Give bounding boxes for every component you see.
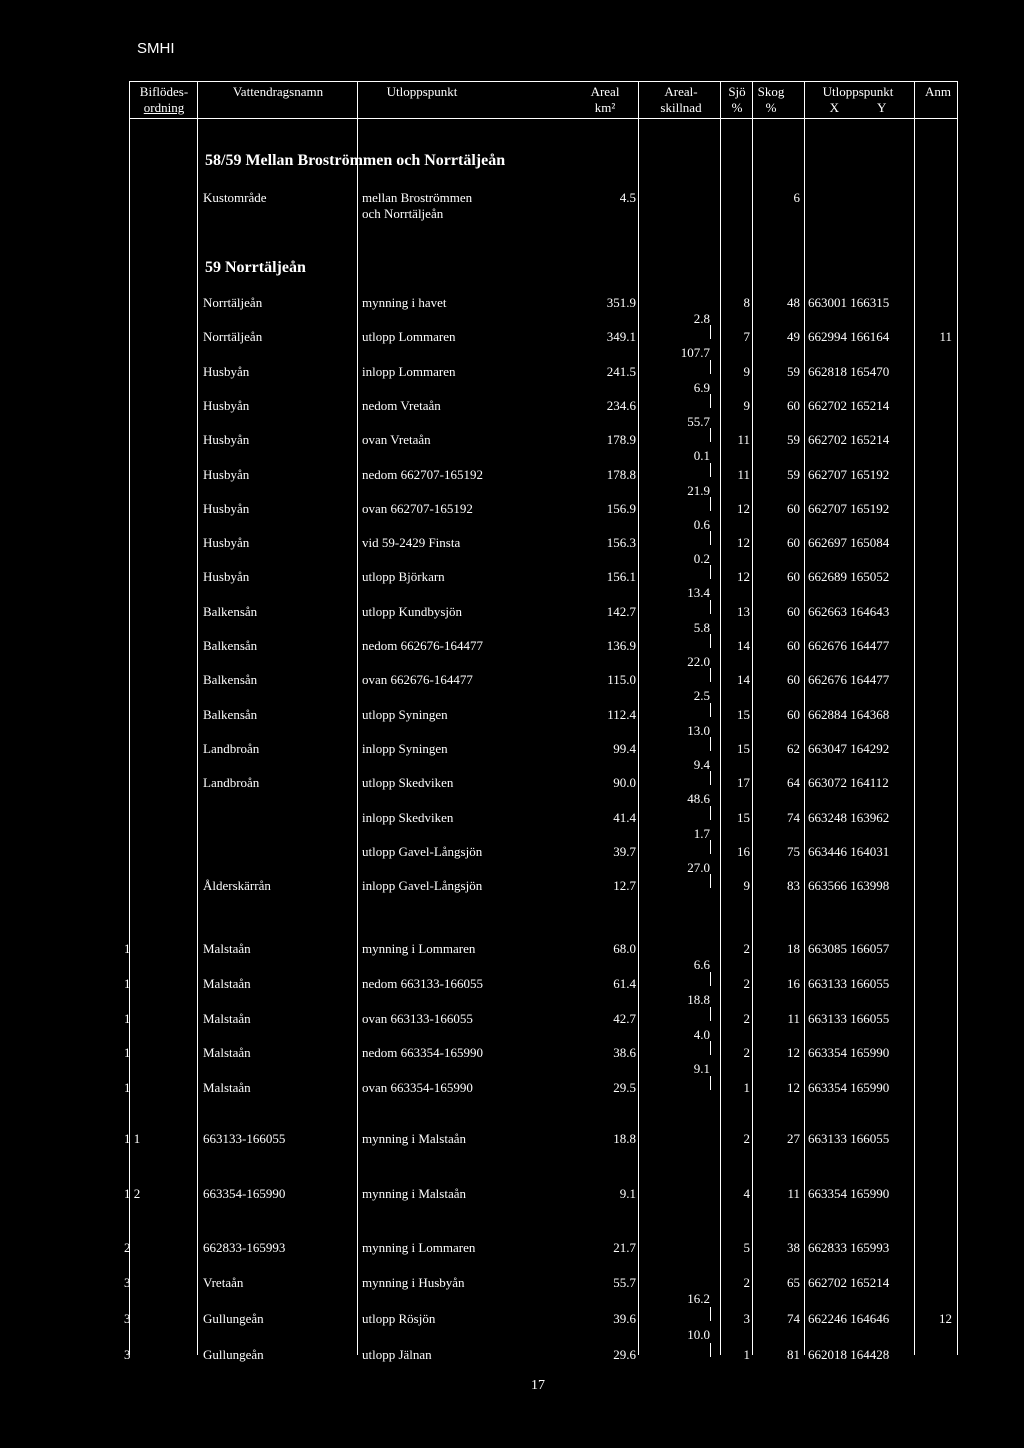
row-coord: 663354 165990 <box>808 1045 890 1060</box>
row-order: 3 <box>124 1347 131 1362</box>
row-forest: 27 <box>787 1131 800 1146</box>
row-area-diff: 2.5 <box>693 688 710 703</box>
row-area: 21.7 <box>613 1240 636 1255</box>
row-area: 351.9 <box>606 295 636 310</box>
cell-divider <box>710 325 711 339</box>
row-coord: 662676 164477 <box>808 638 890 653</box>
row-name: Gullungeån <box>203 1347 264 1362</box>
row-lake: 2 <box>743 1275 750 1290</box>
row-area-diff: 55.7 <box>687 414 710 429</box>
row-name: Balkensån <box>203 604 258 619</box>
row-area-diff: 10.0 <box>687 1327 710 1342</box>
row-area: 38.6 <box>613 1045 636 1060</box>
cell-divider <box>710 806 711 820</box>
row-coord: 662702 165214 <box>808 398 890 413</box>
row-forest: 60 <box>787 604 800 619</box>
row-outlet: nedom 662676-164477 <box>362 638 483 653</box>
row-area: 39.6 <box>613 1311 636 1326</box>
row-forest: 11 <box>787 1186 800 1201</box>
row-area: 142.7 <box>606 604 636 619</box>
col-bifl-header: Biflödes- ordning <box>139 84 189 115</box>
col-forest-header: Skog % <box>757 84 785 115</box>
row-outlet: ovan 663133-166055 <box>362 1011 473 1026</box>
row-area-diff: 0.1 <box>693 448 710 463</box>
row-name: Norrtäljeån <box>203 295 263 310</box>
row-note: 11 <box>939 329 952 344</box>
row-lake: 16 <box>737 844 750 859</box>
cell-divider <box>710 634 711 648</box>
row-coord: 662707 165192 <box>808 501 890 516</box>
row-lake: 2 <box>743 976 750 991</box>
row-order: 1 <box>124 976 131 991</box>
row-name: Husbyån <box>203 364 250 379</box>
header-rule-top <box>129 81 958 82</box>
cell-divider <box>710 1007 711 1021</box>
coastal-name: Kustområde <box>203 190 267 205</box>
row-order: 1 <box>124 1045 131 1060</box>
row-forest: 59 <box>787 467 800 482</box>
row-lake: 2 <box>743 941 750 956</box>
col-area-header: Areal km² <box>590 84 620 115</box>
row-area-diff: 21.9 <box>687 483 710 498</box>
row-lake: 5 <box>743 1240 750 1255</box>
cell-divider <box>710 600 711 614</box>
row-area: 68.0 <box>613 941 636 956</box>
cell-divider <box>710 428 711 442</box>
row-name: Ålderskärrån <box>203 878 271 893</box>
row-outlet: utlopp Skedviken <box>362 775 454 790</box>
row-outlet: utlopp Lommaren <box>362 329 456 344</box>
col-lake-header: Sjö % <box>728 84 746 115</box>
cell-divider <box>710 668 711 682</box>
row-name: Husbyån <box>203 398 250 413</box>
row-order: 1 <box>124 1080 131 1095</box>
row-order: 1 <box>124 941 131 956</box>
row-lake: 14 <box>737 672 750 687</box>
row-name: Husbyån <box>203 467 250 482</box>
row-outlet: nedom 663133-166055 <box>362 976 483 991</box>
row-area: 349.1 <box>606 329 636 344</box>
row-forest: 12 <box>787 1045 800 1060</box>
row-forest: 60 <box>787 638 800 653</box>
row-forest: 48 <box>787 295 800 310</box>
row-outlet: ovan 663354-165990 <box>362 1080 473 1095</box>
vline-left <box>129 81 130 1355</box>
row-forest: 59 <box>787 432 800 447</box>
row-lake: 7 <box>743 329 750 344</box>
cell-divider <box>710 972 711 986</box>
row-forest: 12 <box>787 1080 800 1095</box>
row-area-diff: 6.9 <box>693 380 710 395</box>
row-name: Vretaån <box>203 1275 244 1290</box>
row-name: 663133-166055 <box>203 1131 286 1146</box>
row-lake: 1 <box>743 1080 750 1095</box>
row-coord: 662702 165214 <box>808 432 890 447</box>
cell-divider <box>710 1307 711 1321</box>
row-order: 1 2 <box>124 1186 141 1201</box>
row-area: 41.4 <box>613 810 636 825</box>
coastal-area: 4.5 <box>619 190 636 205</box>
row-forest: 83 <box>787 878 800 893</box>
row-name: Husbyån <box>203 432 250 447</box>
row-area-diff: 13.0 <box>687 723 710 738</box>
row-lake: 14 <box>737 638 750 653</box>
col-name-header: Vattendragsnamn <box>232 84 324 99</box>
row-area: 136.9 <box>606 638 636 653</box>
row-coord: 663354 165990 <box>808 1186 890 1201</box>
row-outlet: utlopp Gavel-Långsjön <box>362 844 483 859</box>
org-label: SMHI <box>137 40 175 57</box>
cell-divider <box>710 497 711 511</box>
row-forest: 74 <box>787 1311 800 1326</box>
row-area-diff: 1.7 <box>693 826 710 841</box>
section-title-59: 59 Norrtäljeån <box>205 259 306 276</box>
row-lake: 8 <box>743 295 750 310</box>
row-lake: 12 <box>737 501 750 516</box>
col-note-header: Anm <box>925 84 951 99</box>
row-lake: 9 <box>743 878 750 893</box>
row-coord: 663133 166055 <box>808 976 890 991</box>
row-coord: 662818 165470 <box>808 364 890 379</box>
row-outlet: vid 59-2429 Finsta <box>362 535 461 550</box>
row-area-diff: 5.8 <box>693 620 710 635</box>
row-coord: 663133 166055 <box>808 1131 890 1146</box>
row-coord: 662676 164477 <box>808 672 890 687</box>
row-lake: 12 <box>737 535 750 550</box>
row-lake: 3 <box>743 1311 750 1326</box>
row-coord: 662702 165214 <box>808 1275 890 1290</box>
row-outlet: inlopp Syningen <box>362 741 448 756</box>
row-outlet: utlopp Björkarn <box>362 569 445 584</box>
row-area: 18.8 <box>613 1131 636 1146</box>
row-forest: 49 <box>787 329 800 344</box>
vline-coord <box>914 81 915 1355</box>
cell-divider <box>710 840 711 854</box>
row-order: 2 <box>124 1240 131 1255</box>
row-area: 61.4 <box>613 976 636 991</box>
row-outlet: utlopp Kundbysjön <box>362 604 463 619</box>
row-lake: 13 <box>737 604 750 619</box>
row-lake: 11 <box>737 432 750 447</box>
row-coord: 662689 165052 <box>808 569 890 584</box>
cell-divider <box>710 360 711 374</box>
row-name: Malstaån <box>203 1011 251 1026</box>
row-area-diff: 2.8 <box>693 311 710 326</box>
coastal-forest: 6 <box>793 190 800 205</box>
col-areadiff-header: Areal- skillnad <box>660 84 702 115</box>
row-lake: 11 <box>737 467 750 482</box>
row-outlet: mynning i Malstaån <box>362 1131 466 1146</box>
row-area-diff: 13.4 <box>687 585 710 600</box>
cell-divider <box>710 463 711 477</box>
row-area-diff: 107.7 <box>680 345 710 360</box>
cell-divider <box>710 771 711 785</box>
row-coord: 663072 164112 <box>808 775 889 790</box>
row-lake: 9 <box>743 398 750 413</box>
row-outlet: mynning i Husbyån <box>362 1275 465 1290</box>
row-coord: 662697 165084 <box>808 535 890 550</box>
row-lake: 2 <box>743 1045 750 1060</box>
cell-divider <box>710 565 711 579</box>
row-outlet: inlopp Gavel-Långsjön <box>362 878 483 893</box>
row-lake: 1 <box>743 1347 750 1362</box>
row-forest: 74 <box>787 810 800 825</box>
row-coord: 662884 164368 <box>808 707 890 722</box>
cell-divider <box>710 1343 711 1357</box>
row-order: 3 <box>124 1311 131 1326</box>
row-forest: 75 <box>787 844 800 859</box>
row-area-diff: 16.2 <box>687 1291 710 1306</box>
row-outlet: mynning i Lommaren <box>362 1240 476 1255</box>
section-title-58-59: 58/59 Mellan Broströmmen och Norrtäljeån <box>205 152 506 169</box>
row-name: Balkensån <box>203 672 258 687</box>
row-area: 39.7 <box>613 844 636 859</box>
row-lake: 15 <box>737 741 750 756</box>
row-order: 3 <box>124 1275 131 1290</box>
row-area: 241.5 <box>606 364 636 379</box>
row-order: 1 1 <box>124 1131 141 1146</box>
row-coord: 663248 163962 <box>808 810 890 825</box>
row-lake: 9 <box>743 364 750 379</box>
cell-divider <box>710 1076 711 1090</box>
row-coord: 662994 166164 <box>808 329 890 344</box>
row-area: 115.0 <box>607 672 636 687</box>
row-outlet: utlopp Jälnan <box>362 1347 432 1362</box>
row-area: 178.9 <box>606 432 636 447</box>
row-outlet: inlopp Lommaren <box>362 364 456 379</box>
row-lake: 15 <box>737 810 750 825</box>
row-forest: 18 <box>787 941 800 956</box>
page-number: 17 <box>531 1378 545 1393</box>
row-area: 42.7 <box>613 1011 636 1026</box>
row-area: 9.1 <box>619 1186 636 1201</box>
row-lake: 2 <box>743 1131 750 1146</box>
row-name: Husbyån <box>203 569 250 584</box>
header-rule-bottom <box>129 118 958 119</box>
row-forest: 59 <box>787 364 800 379</box>
cell-divider <box>710 531 711 545</box>
row-area: 234.6 <box>606 398 636 413</box>
row-outlet: ovan 662707-165192 <box>362 501 473 516</box>
row-forest: 60 <box>787 535 800 550</box>
row-coord: 663446 164031 <box>808 844 890 859</box>
row-area-diff: 9.1 <box>693 1061 710 1076</box>
row-area-diff: 48.6 <box>687 791 710 806</box>
row-coord: 663566 163998 <box>808 878 890 893</box>
coastal-outlet-2: och Norrtäljeån <box>362 206 444 221</box>
row-note: 12 <box>939 1311 952 1326</box>
vline-area <box>638 81 639 1355</box>
row-outlet: mynning i Lommaren <box>362 941 476 956</box>
row-area: 156.9 <box>606 501 636 516</box>
row-name: Malstaån <box>203 1045 251 1060</box>
row-outlet: utlopp Syningen <box>362 707 448 722</box>
row-coord: 663354 165990 <box>808 1080 890 1095</box>
row-name: Malstaån <box>203 1080 251 1095</box>
row-outlet: utlopp Rösjön <box>362 1311 436 1326</box>
row-name: Malstaån <box>203 976 251 991</box>
row-area: 29.6 <box>613 1347 636 1362</box>
cell-divider <box>710 737 711 751</box>
row-area: 90.0 <box>613 775 636 790</box>
row-forest: 62 <box>787 741 800 756</box>
row-forest: 64 <box>787 775 800 790</box>
row-forest: 65 <box>787 1275 800 1290</box>
row-forest: 60 <box>787 398 800 413</box>
row-coord: 662246 164646 <box>808 1311 890 1326</box>
row-forest: 60 <box>787 707 800 722</box>
col-coord-header: Utloppspunkt X Y <box>822 84 894 115</box>
row-coord: 663001 166315 <box>808 295 890 310</box>
row-coord: 663047 164292 <box>808 741 890 756</box>
vline-forest <box>804 81 805 1355</box>
row-area-diff: 9.4 <box>693 757 710 772</box>
row-name: Norrtäljeån <box>203 329 263 344</box>
row-area-diff: 6.6 <box>693 957 710 972</box>
row-coord: 662018 164428 <box>808 1347 890 1362</box>
row-forest: 16 <box>787 976 800 991</box>
row-coord: 662707 165192 <box>808 467 890 482</box>
row-lake: 17 <box>737 775 750 790</box>
row-coord: 662663 164643 <box>808 604 890 619</box>
row-name: Landbroån <box>203 741 260 756</box>
row-area: 178.8 <box>606 467 636 482</box>
row-lake: 15 <box>737 707 750 722</box>
row-area: 12.7 <box>613 878 636 893</box>
row-area-diff: 0.2 <box>693 551 710 566</box>
row-lake: 4 <box>743 1186 750 1201</box>
row-coord: 662833 165993 <box>808 1240 890 1255</box>
row-outlet: nedom 662707-165192 <box>362 467 483 482</box>
vline-lake <box>752 81 753 1355</box>
row-name: 663354-165990 <box>203 1186 286 1201</box>
row-name: Balkensån <box>203 707 258 722</box>
row-coord: 663085 166057 <box>808 941 890 956</box>
row-forest: 38 <box>787 1240 800 1255</box>
col-outlet-header: Utloppspunkt <box>386 84 458 99</box>
row-forest: 60 <box>787 672 800 687</box>
row-name: Malstaån <box>203 941 251 956</box>
row-outlet: nedom 663354-165990 <box>362 1045 483 1060</box>
cell-divider <box>710 394 711 408</box>
row-coord: 663133 166055 <box>808 1011 890 1026</box>
row-lake: 12 <box>737 569 750 584</box>
row-area-diff: 0.6 <box>693 517 710 532</box>
cell-divider <box>710 703 711 717</box>
row-outlet: nedom Vretaån <box>362 398 441 413</box>
row-name: Husbyån <box>203 535 250 550</box>
row-forest: 60 <box>787 501 800 516</box>
row-name: Husbyån <box>203 501 250 516</box>
row-name: Balkensån <box>203 638 258 653</box>
row-area: 29.5 <box>613 1080 636 1095</box>
row-lake: 2 <box>743 1011 750 1026</box>
row-area: 156.3 <box>606 535 636 550</box>
row-area: 55.7 <box>613 1275 636 1290</box>
row-area-diff: 27.0 <box>687 860 710 875</box>
vline-bifl <box>197 81 198 1355</box>
row-outlet: ovan 662676-164477 <box>362 672 473 687</box>
vline-name <box>357 81 358 1355</box>
row-area-diff: 4.0 <box>693 1027 710 1042</box>
row-area: 156.1 <box>606 569 636 584</box>
row-outlet: mynning i Malstaån <box>362 1186 466 1201</box>
row-order: 1 <box>124 1011 131 1026</box>
cell-divider <box>710 874 711 888</box>
row-area: 112.4 <box>607 707 636 722</box>
row-name: Landbroån <box>203 775 260 790</box>
row-forest: 11 <box>787 1011 800 1026</box>
row-name: Gullungeån <box>203 1311 264 1326</box>
vline-right <box>957 81 958 1355</box>
row-area-diff: 22.0 <box>687 654 710 669</box>
row-area: 99.4 <box>613 741 636 756</box>
row-forest: 81 <box>787 1347 800 1362</box>
coastal-outlet-1: mellan Broströmmen <box>362 190 473 205</box>
cell-divider <box>710 1041 711 1055</box>
row-outlet: mynning i havet <box>362 295 447 310</box>
row-outlet: inlopp Skedviken <box>362 810 454 825</box>
row-area-diff: 18.8 <box>687 992 710 1007</box>
row-forest: 60 <box>787 569 800 584</box>
row-outlet: ovan Vretaån <box>362 432 431 447</box>
row-name: 662833-165993 <box>203 1240 286 1255</box>
